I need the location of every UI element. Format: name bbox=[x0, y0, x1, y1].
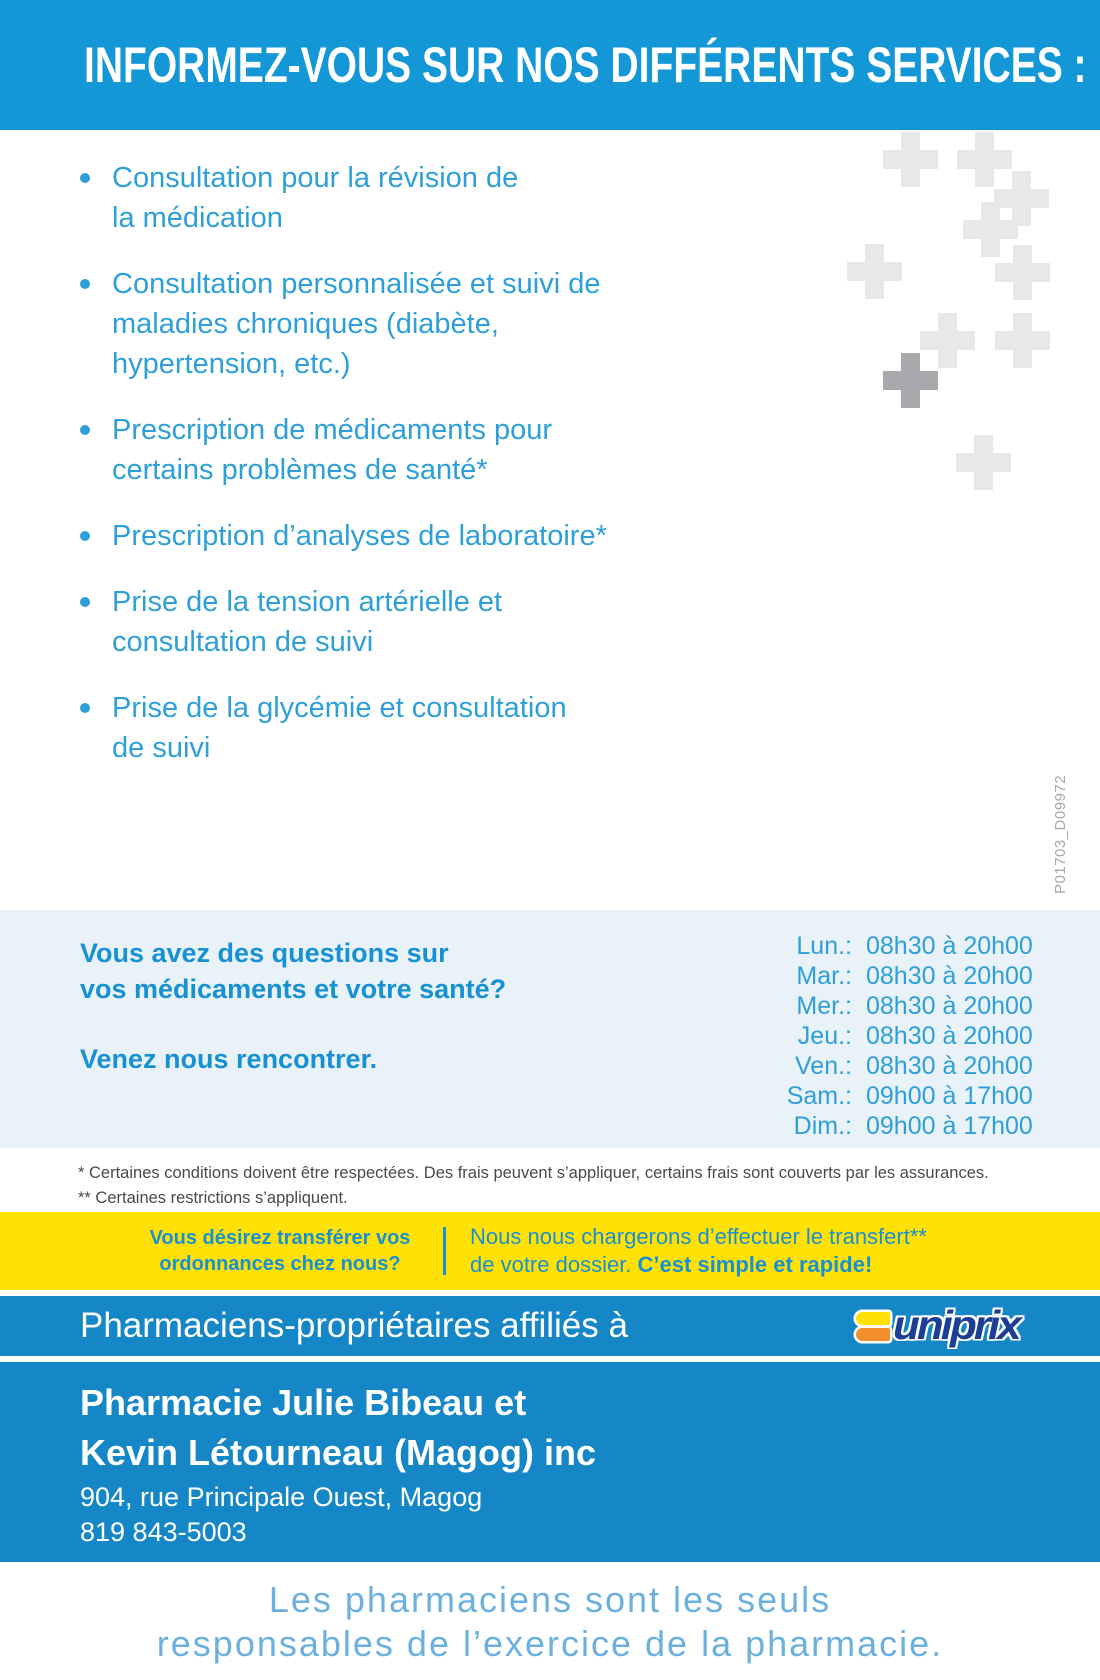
time-value: 08h30 à 20h00 bbox=[866, 1022, 1033, 1050]
pharmacy-address: 904, rue Principale Ouest, Magog bbox=[80, 1482, 483, 1512]
day-label: Mar.: bbox=[796, 962, 852, 990]
footnote-1: * Certaines conditions doivent être respectées. Des frais peuvent s’appliquer, certains frais sont couverts par les assurances. bbox=[78, 1164, 989, 1182]
header-band bbox=[0, 0, 1100, 130]
pharmacy-name-line-1: Pharmacie Julie Bibeau et bbox=[80, 1382, 527, 1423]
transfer-answer bbox=[470, 1223, 927, 1279]
day-label: Lun.: bbox=[796, 932, 852, 960]
service-item: Prescription de médicaments pour certains problèmes de santé* bbox=[78, 410, 718, 490]
pharmacy-name bbox=[80, 1378, 596, 1478]
transfer-question-line-2: ordonnances chez nous? bbox=[159, 1253, 401, 1275]
disclaimer-line-2: responsables de l’exercice de la pharmacie. bbox=[156, 1623, 944, 1664]
service-item: Consultation personnalisée et suivi de maladies chroniques (diabète, hypertension, etc.) bbox=[78, 264, 718, 384]
divider-line bbox=[443, 1227, 446, 1275]
service-item: Consultation pour la révision de la médication bbox=[78, 158, 718, 238]
transfer-question bbox=[115, 1225, 445, 1277]
time-value: 08h30 à 20h00 bbox=[866, 1052, 1033, 1080]
service-item: Prescription d’analyses de laboratoire* bbox=[78, 516, 718, 556]
question-line-2: vos médicaments et votre santé? bbox=[80, 974, 507, 1004]
service-item: Prise de la tension artérielle et consultation de suivi bbox=[78, 582, 718, 662]
pharmacy-band bbox=[0, 1362, 1100, 1562]
affiliation-label: Pharmaciens-propriétaires affiliés à bbox=[80, 1306, 628, 1345]
day-label: Mer.: bbox=[796, 992, 852, 1020]
plus-icon bbox=[995, 313, 1050, 368]
questions-band bbox=[0, 910, 1100, 1148]
page-title: INFORMEZ-VOUS SUR NOS DIFFÉRENTS SERVICES : bbox=[84, 37, 1087, 93]
time-value: 08h30 à 20h00 bbox=[866, 962, 1033, 990]
time-value: 09h00 à 17h00 bbox=[866, 1112, 1033, 1140]
cta-text: Venez nous rencontrer. bbox=[80, 1044, 378, 1074]
day-label: Sam.: bbox=[786, 1082, 852, 1110]
plus-icon bbox=[956, 435, 1011, 490]
service-item: Prise de la glycémie et consultation de suivi bbox=[78, 688, 718, 768]
plus-icon bbox=[847, 244, 902, 299]
disclaimer bbox=[0, 1562, 1100, 1680]
footnote-2: ** Certaines restrictions s’appliquent. bbox=[78, 1189, 348, 1207]
question-text bbox=[80, 935, 506, 1007]
pharmacy-name-line-2: Kevin Létourneau (Magog) inc bbox=[80, 1432, 597, 1473]
logo-wordmark: uniprix bbox=[893, 1303, 1019, 1349]
time-value: 08h30 à 20h00 bbox=[866, 932, 1033, 960]
uniprix-logo bbox=[856, 1303, 1019, 1349]
hours-table bbox=[764, 931, 1033, 1141]
pharmacy-phone: 819 843-5003 bbox=[80, 1517, 247, 1547]
time-value: 08h30 à 20h00 bbox=[866, 992, 1033, 1020]
plus-icon bbox=[995, 245, 1050, 300]
product-code: P01703_D09972 bbox=[1052, 774, 1069, 894]
disclaimer-line-1: Les pharmaciens sont les seuls bbox=[268, 1579, 832, 1620]
transfer-answer-line-1: Nous nous chargerons d’effectuer le transfert** bbox=[470, 1224, 927, 1249]
transfer-question-line-1: Vous désirez transférer vos bbox=[149, 1227, 411, 1249]
logo-bars-icon bbox=[856, 1312, 890, 1341]
plus-icon bbox=[883, 353, 938, 408]
plus-icon bbox=[883, 132, 938, 187]
services-list bbox=[78, 158, 718, 794]
question-line-1: Vous avez des questions sur bbox=[80, 938, 449, 968]
transfer-answer-line-2: de votre dossier. C’est simple et rapide! bbox=[470, 1252, 873, 1277]
day-label: Ven.: bbox=[795, 1052, 852, 1080]
transfer-banner bbox=[0, 1212, 1100, 1290]
time-value: 09h00 à 17h00 bbox=[866, 1082, 1033, 1110]
footnotes bbox=[78, 1161, 1058, 1211]
day-label: Jeu.: bbox=[797, 1022, 852, 1050]
affiliation-band bbox=[0, 1296, 1100, 1356]
day-label: Dim.: bbox=[793, 1112, 852, 1140]
